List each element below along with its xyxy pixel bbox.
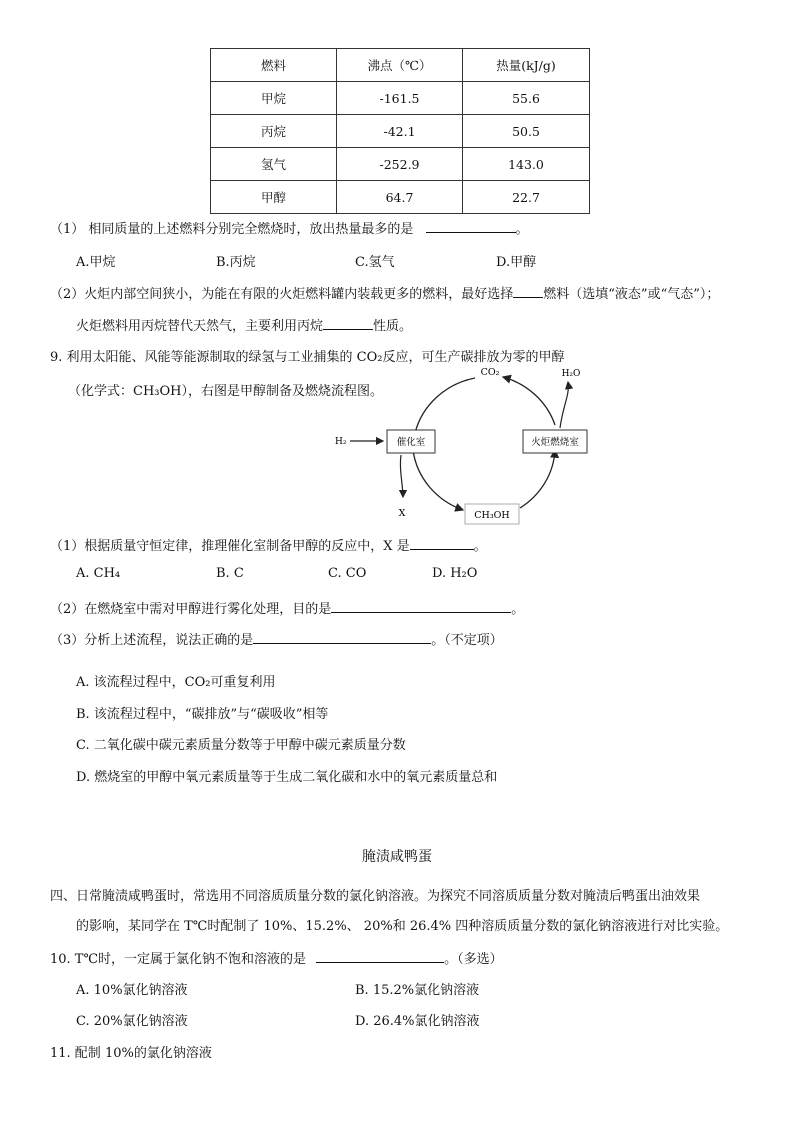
answer-blank[interactable] — [426, 220, 516, 233]
question-end: 。（多选） — [444, 952, 503, 967]
table-cell: 甲醇 — [211, 181, 337, 214]
h2o-label: H₂O — [561, 369, 581, 379]
table-header-row — [211, 49, 590, 82]
table-header: 沸点（℃） — [337, 49, 463, 82]
catalyst-label: 催化室 — [396, 437, 426, 448]
methanol-flow-diagram — [325, 360, 615, 530]
question-9-2 — [50, 598, 524, 617]
section-title: 腌渍咸鸭蛋 — [362, 849, 432, 865]
option-a: A. 该流程过程中，CO₂可重复利用 — [76, 675, 276, 690]
question-end: 。 — [511, 602, 525, 617]
option-d: D.甲醇 — [496, 255, 537, 270]
co2-label: CO₂ — [480, 367, 500, 378]
table-cell: 22.7 — [463, 181, 590, 214]
option-c: C. 二氧化碳中碳元素质量分数等于甲醇中碳元素质量分数 — [76, 738, 406, 753]
question-text: （2）火炬内部空间狭小，为能在有限的火炬燃料罐内装载更多的燃料，最好选择 — [50, 287, 514, 302]
answer-blank[interactable] — [331, 600, 511, 613]
option-c: C. 20%氯化钠溶液 — [76, 1014, 188, 1029]
table-cell: 64.7 — [337, 181, 463, 214]
question-end: 。 — [515, 222, 529, 237]
option-c: C. CO — [328, 566, 367, 581]
burner-label: 火炬燃烧室 — [531, 437, 579, 448]
option-c: C.氢气 — [355, 255, 395, 270]
table-cell: 甲烷 — [211, 82, 337, 115]
table-header: 燃料 — [211, 49, 337, 82]
table-cell: -42.1 — [337, 115, 463, 148]
question-9-1 — [50, 535, 487, 554]
option-d: D. 燃烧室的甲醇中氧元素质量等于生成二氧化碳和水中的氧元素质量总和 — [76, 770, 498, 785]
table-row — [211, 82, 590, 115]
option-b: B. C — [216, 566, 244, 581]
question-9-3 — [50, 629, 503, 648]
x-arrow — [400, 455, 403, 497]
question-text: （1）根据质量守恒定律，推理催化室制备甲醇的反应中，X 是 — [50, 539, 410, 554]
option-a: A.甲烷 — [76, 255, 116, 270]
answer-blank[interactable] — [410, 537, 474, 550]
h2o-arrow — [560, 382, 568, 428]
table-row — [211, 115, 590, 148]
question-text: 性质。 — [373, 319, 413, 334]
table-cell: -161.5 — [337, 82, 463, 115]
question-text: 火炬燃料用丙烷替代天然气，主要利用丙烷 — [76, 319, 324, 334]
option-a: A. 10%氯化钠溶液 — [76, 983, 188, 998]
section-4-line1: 四、日常腌渍咸鸭蛋时，常选用不同溶质质量分数的氯化钠溶液。为探究不同溶质质量分数对腌渍后鸭蛋出油效果 — [50, 889, 701, 904]
option-d: D. H₂O — [432, 566, 478, 581]
question-text: （1） 相同质量的上述燃料分别完全燃烧时，放出热量最多的是 — [50, 222, 414, 237]
answer-blank[interactable] — [253, 631, 431, 644]
question-end: 。 — [473, 539, 487, 554]
question-8-1 — [50, 218, 529, 237]
question-9-line2: （化学式：CH₃OH），右图是甲醇制备及燃烧流程图。 — [68, 384, 383, 399]
table-row — [211, 148, 590, 181]
table-header: 热量(kJ/g) — [463, 49, 590, 82]
option-a: A. CH₄ — [76, 566, 121, 581]
question-10 — [50, 948, 503, 967]
question-8-2-line1 — [50, 283, 719, 302]
question-11: 11. 配制 10%的氯化钠溶液 — [50, 1046, 212, 1061]
answer-blank[interactable] — [513, 285, 543, 298]
x-label: X — [398, 508, 406, 519]
ch3oh-label: CH₃OH — [474, 510, 510, 521]
fuel-table — [210, 48, 590, 214]
table-cell: 55.6 — [463, 82, 590, 115]
question-text: （2）在燃烧室中需对甲醇进行雾化处理，目的是 — [50, 602, 332, 617]
question-text: （3）分析上述流程，说法正确的是 — [50, 633, 254, 648]
question-8-2-line2 — [76, 315, 412, 334]
question-text: 10. T℃时，一定属于氯化钠不饱和溶液的是 — [50, 952, 307, 967]
table-cell: 氢气 — [211, 148, 337, 181]
question-9-line1: 9. 利用太阳能、风能等能源制取的绿氢与工业捕集的 CO₂反应，可生产碳排放为零的甲醇 — [50, 350, 565, 365]
option-b: B. 该流程过程中，“碳排放”与“碳吸收”相等 — [76, 707, 329, 722]
table-cell: 143.0 — [463, 148, 590, 181]
option-b: B.丙烷 — [216, 255, 256, 270]
option-d: D. 26.4%氯化钠溶液 — [355, 1014, 480, 1029]
arc-catalyst-to-ch3oh — [413, 450, 463, 510]
option-b: B. 15.2%氯化钠溶液 — [355, 983, 480, 998]
question-text: 燃料（选填“液态”或“气态”）； — [543, 287, 720, 302]
arc-burner-to-co2 — [503, 377, 555, 425]
table-cell: -252.9 — [337, 148, 463, 181]
answer-blank[interactable] — [323, 317, 373, 330]
table-cell: 50.5 — [463, 115, 590, 148]
question-end: 。（不定项） — [431, 633, 503, 648]
table-cell: 丙烷 — [211, 115, 337, 148]
arc-ch3oh-to-burner — [520, 450, 555, 508]
section-4-line2: 的影响，某同学在 T℃时配制了 10%、15.2%、 20%和 26.4% 四种溶质质量分数的氯化钠溶液进行对比实验。 — [76, 919, 729, 934]
table-row — [211, 181, 590, 214]
answer-blank[interactable] — [316, 950, 444, 963]
h2-label: H₂ — [335, 437, 347, 447]
arc-co2-to-catalyst — [415, 378, 475, 433]
